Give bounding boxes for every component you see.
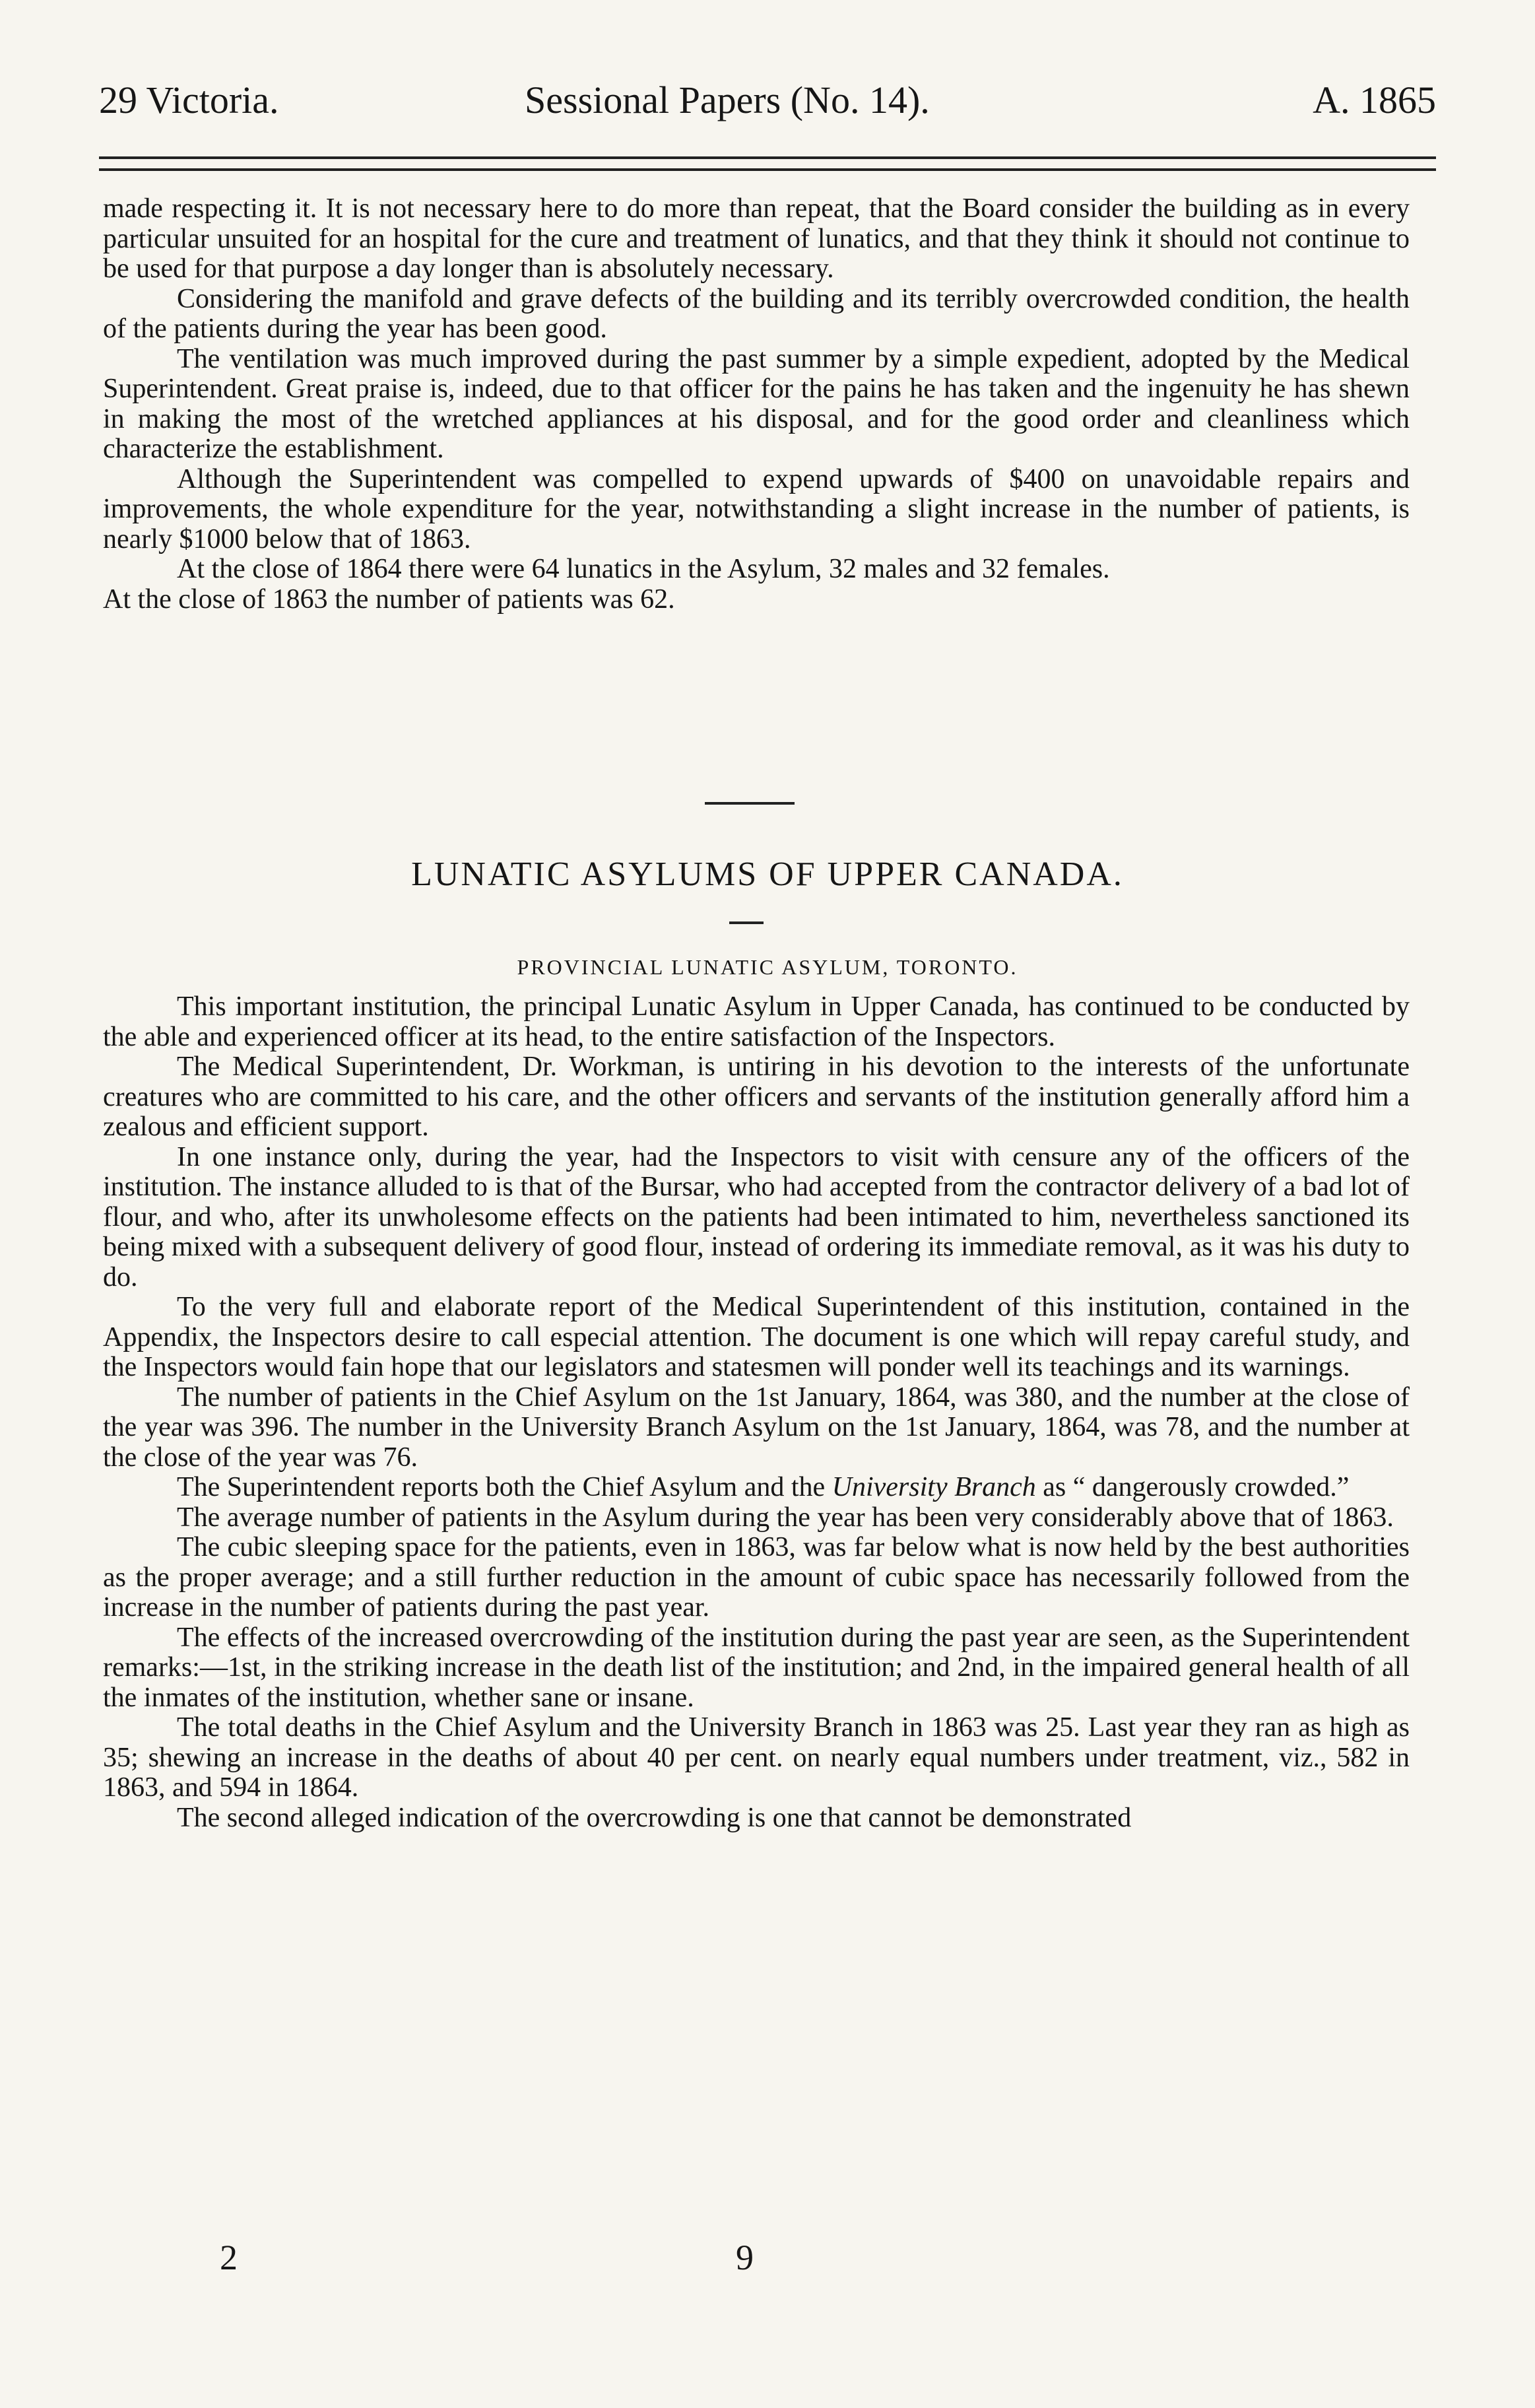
section-title: LUNATIC ASYLUMS OF UPPER CANADA.: [411, 855, 1124, 893]
text-run: as “ dangerously crowded.”: [1035, 1472, 1350, 1502]
header-title: Sessional Papers (No. 14).: [525, 79, 930, 121]
running-head: [99, 74, 1436, 127]
section-divider: [705, 802, 795, 805]
paragraph: To the very full and elaborate report of the Medical Superintendent of this institution, contained in the Appendix, the Inspectors desire to call especial attention. The document is one which will repay careful study, and the Inspectors would fain hope that our legislators and statesmen will ponder well its teachings and its warnings.: [103, 1292, 1410, 1382]
paragraph: At the close of 1863 the number of patients was 62.: [103, 584, 675, 615]
paragraph: In one instance only, during the year, had the Inspectors to visit with censure any of the officers of the institution. The instance alluded to is that of the Bursar, who had accepted from the contractor delivery of a bad lot of flour, and who, after its unwholesome effects on the patients had been intimated to him, nevertheless sanctioned its being mixed with a subsequent delivery of good flour, instead of ordering its immediate removal, as it was his duty to do.: [103, 1141, 1410, 1292]
paragraph: This important institution, the principal Lunatic Asylum in Upper Canada, has continued to be conducted by the able and experienced officer at its head, to the entire satisfaction of the Inspectors.: [103, 991, 1410, 1052]
signature-mark: 2: [220, 2238, 238, 2277]
paragraph: The effects of the increased overcrowding of the institution during the past year are seen, as the Superintendent remarks:—1st, in the striking increase in the death list of the institution; and 2nd, in the impaired general health of all the inmates of the institution, whether sane or insane.: [103, 1622, 1410, 1713]
header-year: A. 1865: [1313, 79, 1436, 121]
title-divider: [729, 921, 764, 924]
header-volume: 29 Victoria.: [99, 79, 279, 121]
paragraph: The Medical Superintendent, Dr. Workman, is untiring in his devotion to the interests of the unfortunate creatures who are committed to his care, and the other officers and servants of the institution generally afford him a zealous and efficient support.: [103, 1052, 1410, 1142]
main-text-block: [103, 992, 1410, 1833]
paragraph: The ventilation was much improved during the past summer by a simple expedient, adopted by the Medical Superintendent. Great praise is, indeed, due to that officer for the pains he has taken and the ingenuity he has shewn in making the most of the wretched appliances at his disposal, and for the good order and cleanliness which characterize the establishment.: [103, 343, 1410, 464]
paragraph: The cubic sleeping space for the patients, even in 1863, was far below what is now held by the best authorities as the proper average; and a still further reduction in the amount of cubic space has necessarily followed from the increase in the number of patients during the past year.: [103, 1532, 1410, 1622]
paragraph: made respecting it. It is not necessary here to do more than repeat, that the Board consider the building as in every particular unsuited for an hospital for the cure and treatment of lunatics, and that they think it should not continue to be used for that purpose a day longer than is absolutely necessary.: [103, 193, 1410, 284]
italic-text: University Branch: [832, 1472, 1036, 1502]
paragraph: Considering the manifold and grave defects of the building and its terribly overcrowded condition, the health of the patients during the year has been good.: [103, 283, 1410, 344]
page-number: 9: [736, 2238, 754, 2277]
paragraph: Although the Superintendent was compelled to expend upwards of $400 on unavoidable repairs and improvements, the whole expenditure for the year, notwithstanding a slight increase in the number of patients, is nearly $1000 below that of 1863.: [103, 463, 1410, 554]
paragraph: The number of patients in the Chief Asylum on the 1st January, 1864, was 380, and the number at the close of the year was 396. The number in the University Branch Asylum on the 1st January, 1864, was 78, and the number at the close of the year was 76.: [103, 1382, 1410, 1473]
text-run: The Superintendent reports both the Chief Asylum and the: [177, 1472, 832, 1502]
paragraph: The second alleged indication of the overcrowding is one that cannot be demonstrated: [177, 1802, 1132, 1833]
paragraph: The average number of patients in the Asylum during the year has been very considerably above that of 1863.: [177, 1502, 1394, 1533]
paragraph: The total deaths in the Chief Asylum and the University Branch in 1863 was 25. Last year they ran as high as 35; shewing an increase in the deaths of about 40 per cent. on nearly equal numbers under treatment, viz., 582 in 1863, and 594 in 1864.: [103, 1712, 1410, 1803]
subsection-title: PROVINCIAL LUNATIC ASYLUM, TORONTO.: [517, 955, 1018, 979]
paragraph-crowded: [103, 1473, 1410, 1503]
paragraph: At the close of 1864 there were 64 lunatics in the Asylum, 32 males and 32 females.: [177, 554, 1110, 584]
header-double-rule: [99, 156, 1436, 171]
top-text-block: [103, 194, 1410, 615]
